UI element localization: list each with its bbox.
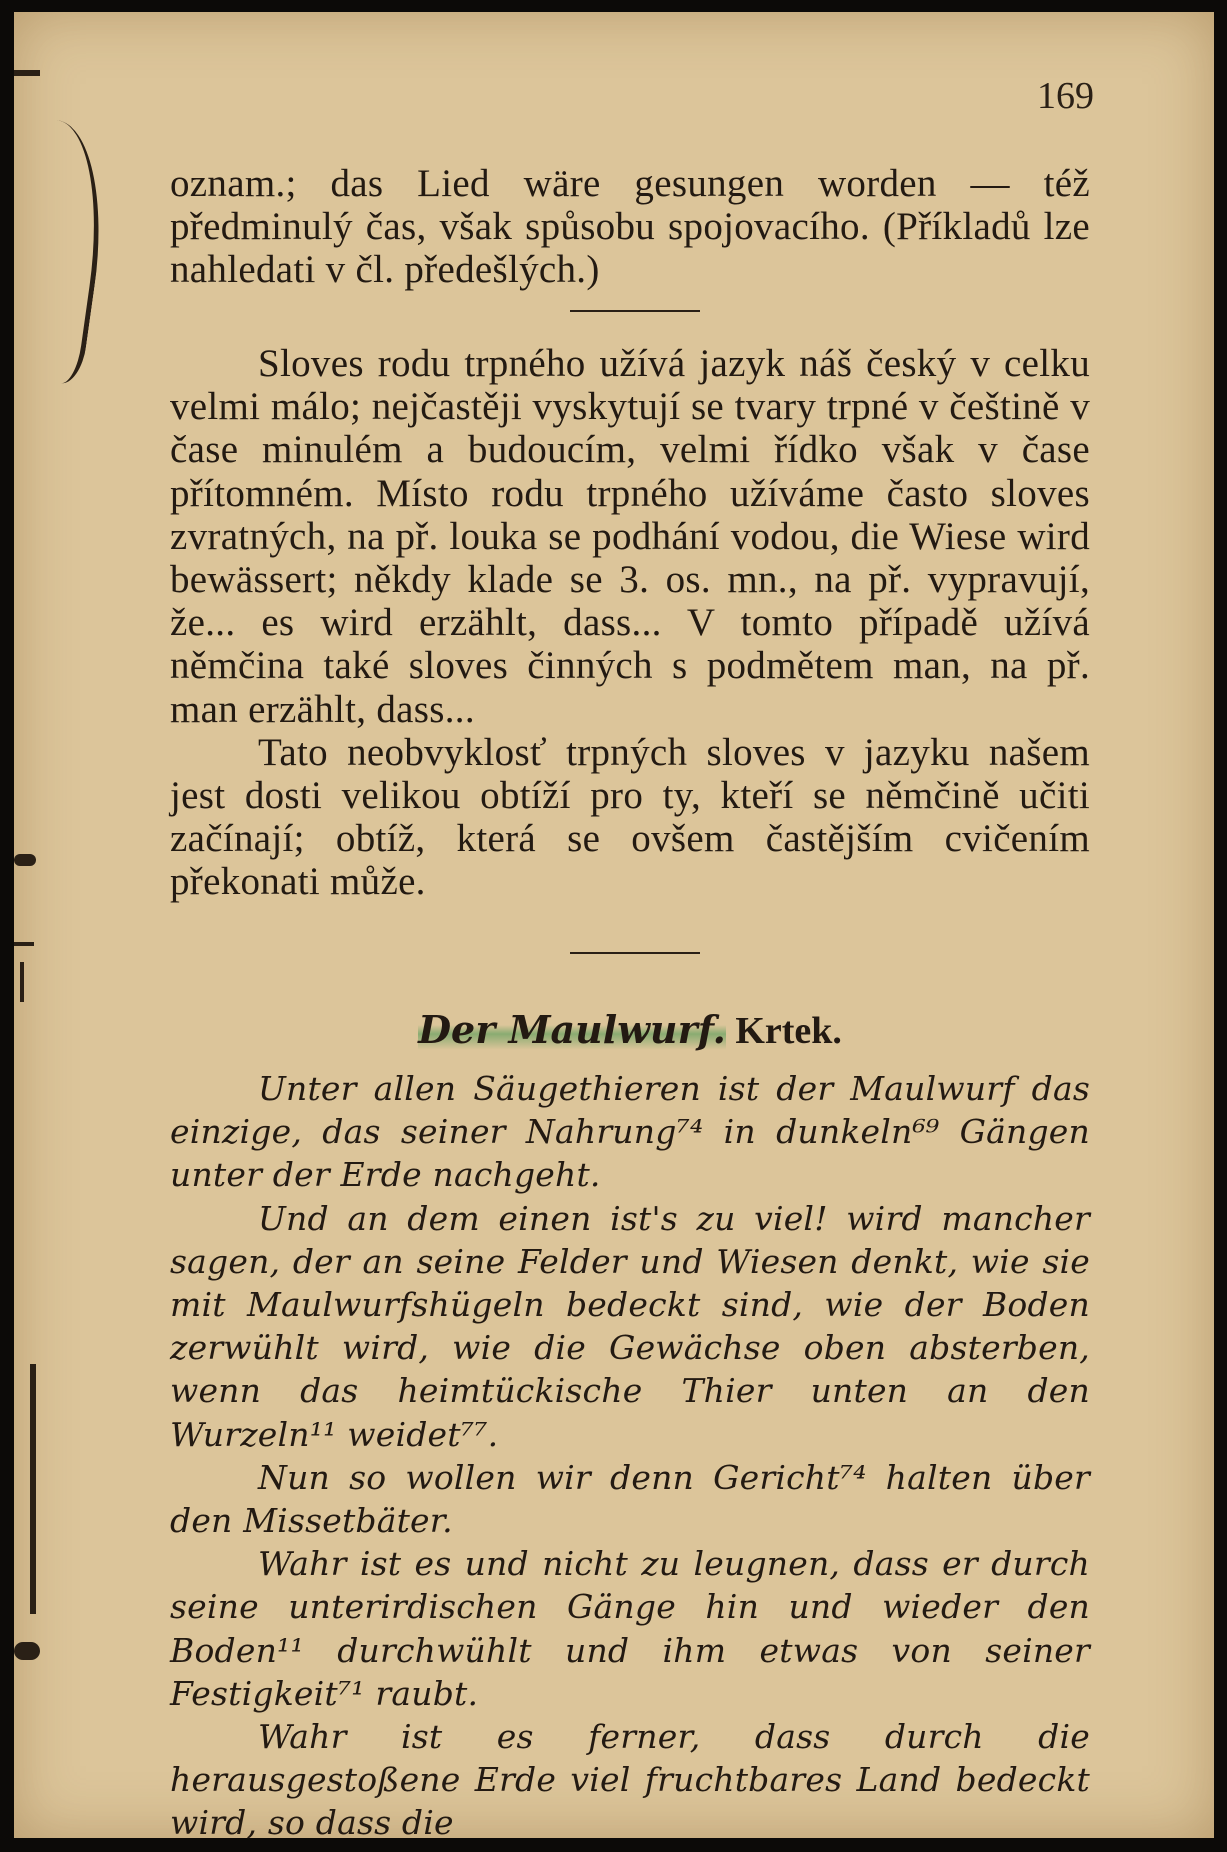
margin-mark	[14, 942, 34, 946]
heading-czech: Krtek.	[735, 1010, 842, 1052]
german-paragraph: Und an dem einen ist's zu viel! wird mancher sagen, der an seine Felder und Wiesen denkt, wie sie mit Maulwurfshügeln bedeckt sind, wie der Boden zerwühlt wird, wie die Gewächse oben absterben, wenn das heimtückische Thier unten an den Wurzeln¹¹ weidet⁷⁷.	[170, 1198, 1090, 1454]
margin-mark	[14, 1642, 40, 1660]
book-page	[14, 12, 1214, 1843]
german-paragraph: Unter allen Säugethieren ist der Maulwurf das einzige, das seiner Nahrung⁷⁴ in dunkeln⁶⁹ Gängen unter der Erde nachgeht.	[170, 1069, 1090, 1195]
german-reading-text	[170, 1067, 1090, 1845]
german-paragraph: Wahr ist es ferner, dass durch die herausgestoßene Erde viel fruchtbares Land bedeckt wird, so dass die	[170, 1717, 1090, 1843]
german-paragraph: Nun so wollen wir denn Gericht⁷⁴ halten über den Missetbäter.	[170, 1457, 1090, 1541]
margin-mark	[30, 1364, 36, 1614]
section-heading	[170, 1007, 1090, 1053]
top-paragraph-text: oznam.; das Lied wäre gesungen worden — též předminulý čas, však spůsobu spojovacího. (Příkladů lze nahledati v čl. předešlých.)	[170, 162, 1090, 292]
page-number: 169	[1037, 75, 1094, 117]
top-paragraph	[170, 162, 1090, 292]
paragraph-difficulty: Tato neobvyklosť trpných sloves v jazyku našem jest dosti velikou obtíží pro ty, kteří se němčině učiti začínají; obtíž, která se ovšem častějším cvičením překonati může.	[170, 730, 1090, 904]
divider-rule	[570, 310, 700, 312]
margin-bracket-mark	[6, 118, 116, 386]
divider-rule	[570, 952, 700, 954]
margin-mark	[20, 962, 24, 1002]
margin-mark	[14, 854, 36, 866]
paragraph-passive-voice: Sloves rodu trpného užívá jazyk náš český v celku velmi málo; nejčastěji vyskytují se tvary trpné v češtině v čase minulém a budoucím, velmi řídko však v čase přítomném. Místo rodu trpného užíváme často sloves zvratných, na př. louka se podhání vodou, die Wiese wird bewässert; někdy klade se 3. os. mn., na př. vypravují, že... es wird erzählt, dass... V tomto případě užívá němčina také sloves činných s podmětem man, na př. man erzählt, dass...	[170, 342, 1090, 731]
heading-german: Der Maulwurf.	[418, 1007, 726, 1052]
margin-mark	[14, 70, 40, 76]
german-paragraph: Wahr ist es und nicht zu leugnen, dass er durch seine unterirdischen Gänge hin und wieder den Boden¹¹ durchwühlt und ihm etwas von seiner Festigkeit⁷¹ raubt.	[170, 1544, 1090, 1713]
grammar-section	[170, 342, 1090, 904]
